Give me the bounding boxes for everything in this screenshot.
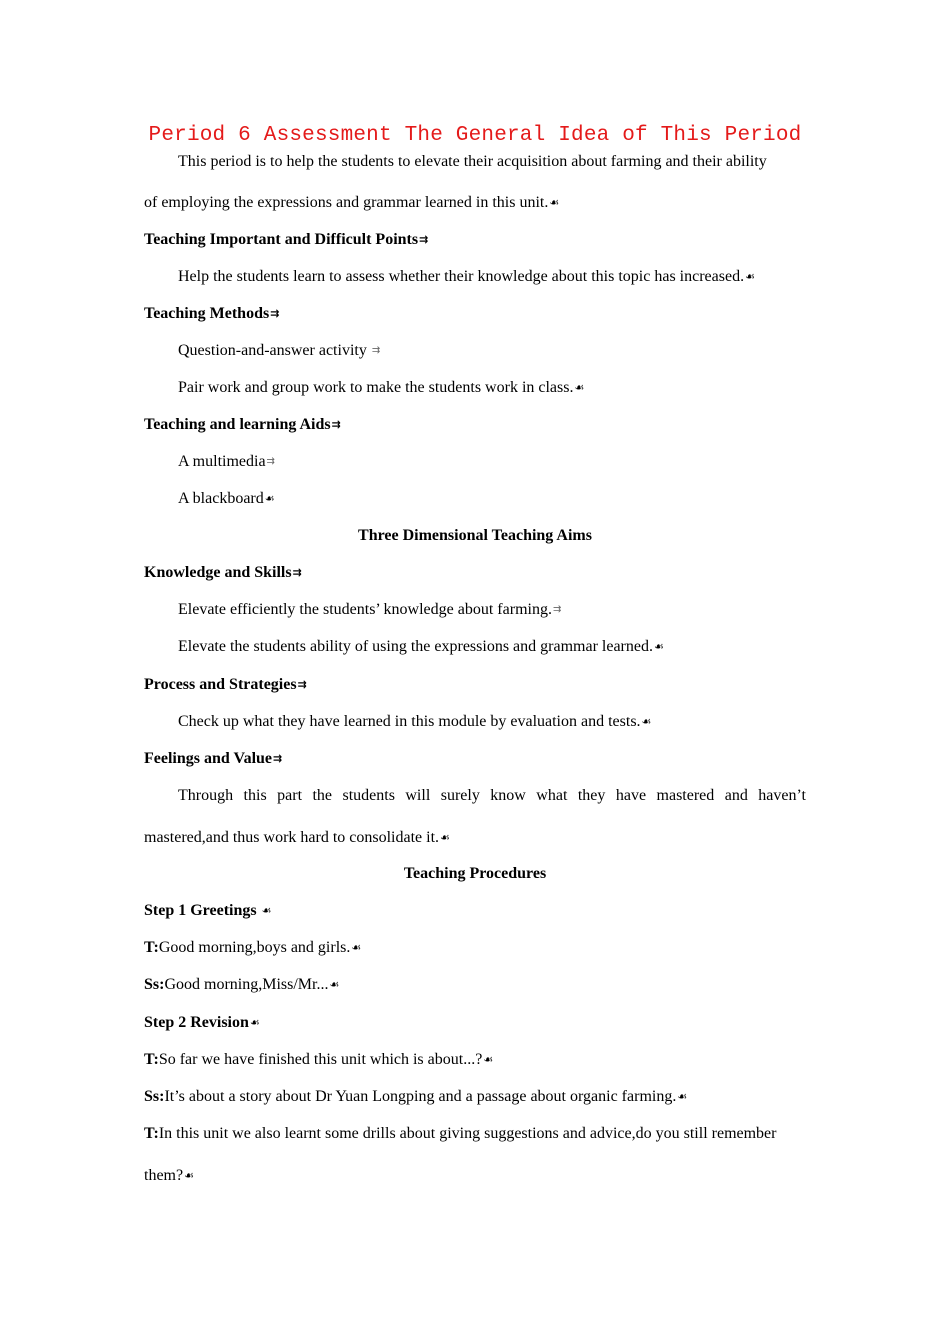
paragraph-mark-icon: ☙ (351, 941, 362, 955)
knowledge-item: Elevate efficiently the students’ knowledge about farming.⇉ (178, 600, 806, 620)
section-heading-aids: Teaching and learning Aids⇉ (144, 415, 806, 435)
line-break-mark-icon: ⇉ (270, 307, 280, 321)
dialogue-line-teacher: T:Good morning,boys and girls.☙ (144, 938, 806, 958)
knowledge-item: Elevate the students ability of using the expressions and grammar learned.☙ (178, 637, 806, 657)
section-heading-important-points: Teaching Important and Difficult Points⇉ (144, 230, 806, 250)
line-break-mark-icon: ⇉ (297, 678, 307, 692)
paragraph-mark-icon: ☙ (483, 1053, 494, 1067)
section-heading-process: Process and Strategies⇉ (144, 675, 806, 695)
line-break-mark-icon: ⇉ (266, 456, 275, 468)
step1-heading: Step 1 Greetings ☙ (144, 901, 806, 921)
line-break-mark-icon: ⇉ (273, 752, 283, 766)
dialogue-line-students: Ss:It’s about a story about Dr Yuan Longping and a passage about organic farming.☙ (144, 1087, 806, 1107)
paragraph-mark-icon: ☙ (184, 1169, 194, 1183)
paragraph-mark-icon: ☙ (574, 381, 585, 395)
line-break-mark-icon: ⇉ (371, 345, 381, 357)
dialogue-line-teacher: T:So far we have finished this unit which is about...?☙ (144, 1050, 806, 1070)
paragraph-mark-icon: ☙ (549, 196, 560, 210)
paragraph-mark-icon: ☙ (677, 1090, 688, 1104)
step2-heading: Step 2 Revision☙ (144, 1013, 806, 1033)
paragraph-mark-icon: ☙ (653, 640, 664, 654)
feelings-line-2: mastered,and thus work hard to consolidate it.☙ (144, 828, 806, 848)
paragraph-mark-icon: ☙ (745, 270, 755, 284)
paragraph-mark-icon: ☙ (264, 492, 275, 506)
aids-item: A blackboard☙ (178, 489, 806, 509)
line-break-mark-icon: ⇉ (419, 233, 429, 247)
paragraph-mark-icon: ☙ (261, 904, 272, 918)
methods-item: Pair work and group work to make the students work in class.☙ (178, 378, 806, 398)
procedures-heading: Teaching Procedures (403, 865, 547, 882)
paragraph-mark-icon: ☙ (641, 715, 652, 729)
dialogue-line-students: Ss:Good morning,Miss/Mr...☙ (144, 975, 806, 995)
paragraph-mark-icon: ☙ (249, 1016, 260, 1030)
line-break-mark-icon: ⇉ (292, 566, 302, 580)
paragraph-mark-icon: ☙ (329, 978, 340, 992)
methods-item: Question-and-answer activity ⇉ (178, 341, 806, 361)
section-heading-knowledge: Knowledge and Skills⇉ (144, 563, 806, 583)
intro-line-1: This period is to help the students to elevate their acquisition about farming and their ability (178, 153, 767, 170)
section-heading-methods: Teaching Methods⇉ (144, 304, 806, 324)
line-break-mark-icon: ⇉ (552, 604, 562, 616)
section-heading-feelings: Feelings and Value⇉ (144, 749, 806, 769)
page-title: Period 6 Assessment The General Idea of This Period (148, 124, 802, 147)
aims-heading: Three Dimensional Teaching Aims (358, 527, 592, 544)
important-points-text: Help the students learn to assess whether their knowledge about this topic has increased.☙ (178, 267, 806, 287)
process-text: Check up what they have learned in this module by evaluation and tests.☙ (178, 712, 806, 732)
dialogue-line-teacher: T:In this unit we also learnt some drills about giving suggestions and advice,do you still remember (144, 1125, 777, 1142)
line-break-mark-icon: ⇉ (331, 418, 341, 432)
aids-item: A multimedia⇉ (178, 452, 806, 472)
intro-line-2: of employing the expressions and grammar learned in this unit.☙ (144, 193, 806, 213)
dialogue-line-teacher-continued: them?☙ (144, 1166, 806, 1186)
feelings-line-1: Through this part the students will surely know what they have mastered and haven’t (178, 787, 806, 804)
paragraph-mark-icon: ☙ (440, 831, 450, 845)
